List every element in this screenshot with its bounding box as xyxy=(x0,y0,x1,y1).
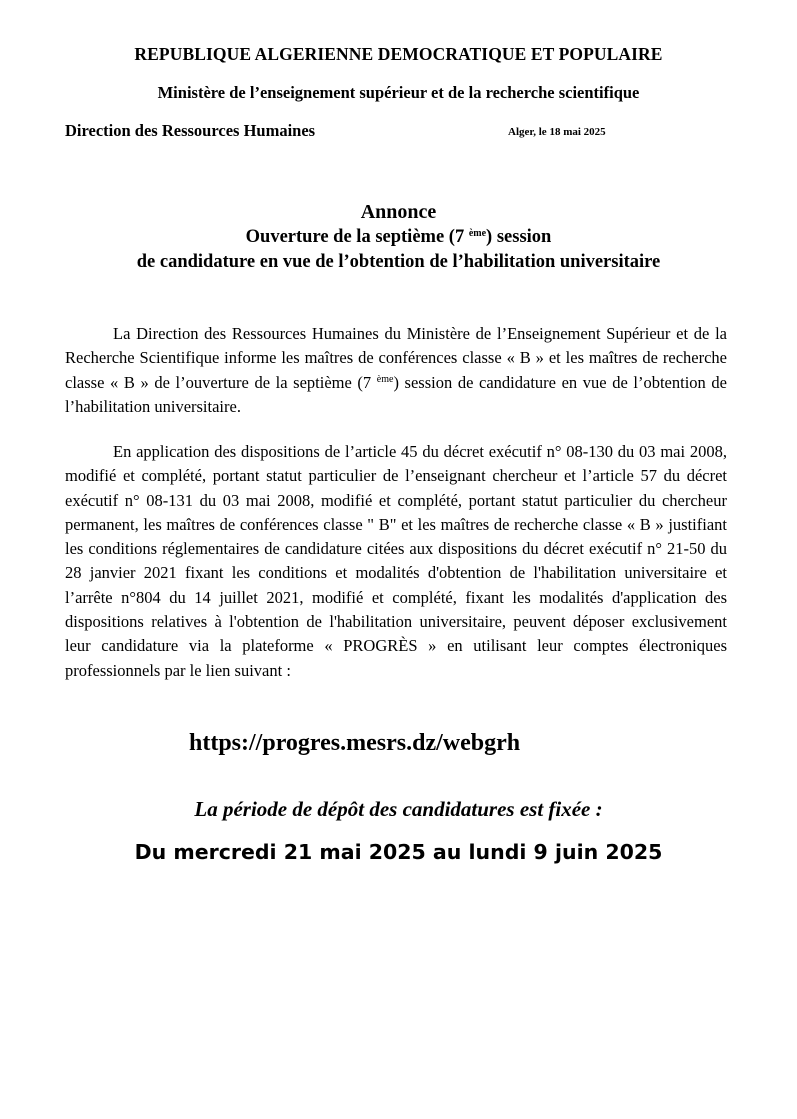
intro-ordinal-sup: ème xyxy=(376,373,394,385)
period-dates: Du mercredi 21 mai 2025 au lundi 9 juin 2025 xyxy=(134,840,663,864)
title-ordinal-sup: ème xyxy=(468,228,487,239)
announcement-title xyxy=(0,199,797,275)
intro-text-end: ) session de candidature en vue de l’obtention de l’habilitation universitaire. xyxy=(65,372,727,416)
title-session-line xyxy=(0,225,797,250)
title-habilitation-line: de candidature en vue de l’obtention de l’habilitation universitaire xyxy=(136,252,661,272)
intro-text: La Direction des Ressources Humaines du Ministère de l’Enseignement Supérieur et de la Recherche Scientifique informe les maîtres de conférences classe « B » et les maîtres de recherche classe « B » de l’ouverture de la septième (7 xyxy=(65,324,727,392)
republic-heading: REPUBLIQUE ALGERIENNE DEMOCRATIQUE ET POPULAIRE xyxy=(134,44,663,64)
direction-heading: Direction des Ressources Humaines xyxy=(65,121,316,140)
intro-paragraph xyxy=(65,322,727,419)
title-annonce: Annonce xyxy=(360,201,437,223)
place-date: Alger, le 18 mai 2025 xyxy=(508,126,606,138)
legal-paragraph: En application des dispositions de l’article 45 du décret exécutif n° 08-130 du 03 mai 2008, modifié et complété, portant statut particulier de l’enseignant chercheur et l’article 57 du décret exécutif n° 08-131 du 03 mai 2008, modifié et complété, portant statut particulier du chercheur permanent, les maîtres de conférences classe " B" et les maîtres de recherche classe « B » justifiant les conditions réglementaires de candidature citées aux dispositions du décret exécutif n° 21-50 du 28 janvier 2021 fixant les conditions et modalités d'obtention de l'habilitation universitaire et l’arrête n°804 du 14 juillet 2021, modifié et complété, fixant les modalités d'application des dispositions relatives à l'obtention de l'habilitation universitaire, peuvent déposer exclusivement leur candidature via la plateforme « PROGRÈS » en utilisant leur comptes électroniques professionnels par le lien suivant : xyxy=(65,442,727,680)
title-session-end: ) session xyxy=(486,227,552,247)
title-session-text: Ouverture de la septième (7 xyxy=(245,227,469,247)
period-label: La période de dépôt des candidatures est fixée : xyxy=(194,797,603,821)
progres-link[interactable]: https://progres.mesrs.dz/webgrh xyxy=(189,730,521,756)
ministry-heading: Ministère de l’enseignement supérieur et de la recherche scientifique xyxy=(157,83,640,102)
